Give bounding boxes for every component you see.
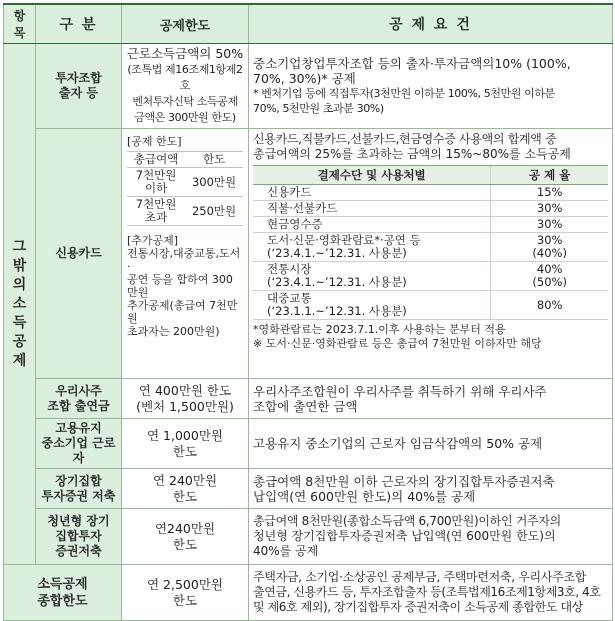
rate-line: 40%: [536, 262, 563, 276]
rate-row: [253, 185, 608, 201]
limit-esop: [122, 379, 249, 419]
additional-line: 공연 등을 합하여 300만원: [127, 273, 233, 299]
group-char: 밖: [12, 257, 27, 274]
category-line: 고용유지: [55, 421, 102, 435]
rate-method: [253, 291, 491, 320]
additional-title: [추가공제]: [127, 234, 179, 247]
category-line: 중소기업 근로자: [41, 436, 116, 465]
limit-venture: [122, 44, 249, 129]
cond-venture: [249, 44, 613, 129]
row-credit-card: [4, 129, 613, 379]
note-line: *영화관람료는 2023.7.1.이후 사용하는 분부터 적용: [253, 323, 506, 336]
cond-line: 고용유지 중소기업의 근로자 임금삭감액의 50% 공제: [253, 436, 543, 451]
limit-table-row: [127, 168, 243, 197]
category-youth: [36, 509, 122, 565]
deduction-table: [3, 3, 613, 621]
additional-line: 추가공제(총급여 7천만원: [127, 299, 238, 325]
cond-line: 신용카드,직불카드,선불카드,현금영수증 사용액의 합계액 중: [253, 132, 557, 146]
method-line: 도서·신문·영화관람료*·공연 등: [267, 233, 421, 247]
limit-line: 연 2,500만원: [147, 576, 223, 592]
cond-line: 70%, 30%)* 공제: [253, 71, 356, 86]
limit-salary: [127, 197, 185, 226]
method-line: (‘23.1.1.~’12.31. 사용분): [267, 304, 407, 318]
limit-longterm: [122, 469, 249, 509]
limit-line: 한도: [172, 536, 198, 552]
row-longterm-savings: [4, 469, 613, 509]
rate-method: 신용카드: [253, 185, 491, 201]
rate-row: [253, 201, 608, 217]
limit-line: 한도: [172, 488, 198, 504]
row-sme-employee: [4, 419, 613, 469]
method-line: 대중교통: [267, 291, 312, 305]
category-line: 투자조합: [55, 71, 102, 85]
rate-method: [253, 262, 491, 291]
limit-line: 연 400만원 한도: [138, 382, 232, 398]
cond-line: 및 제6호 제외), 장기집합투자 증권저축이 소득공제 종합한도 대상: [253, 600, 583, 614]
row-venture-investment: [4, 44, 613, 129]
category-line: 조합 출연금: [47, 398, 110, 413]
category-line: 우리사주: [55, 383, 102, 398]
header-row: [4, 4, 613, 44]
cond-sme: [249, 419, 613, 469]
category-venture: [36, 44, 122, 129]
category-line: 투자증권 저축: [41, 488, 116, 503]
limit-line: 한도: [172, 443, 198, 459]
limit-amount: 300만원: [185, 168, 243, 197]
rate-row: [253, 262, 608, 291]
rate-row: [253, 233, 608, 262]
cond-line: 70%, 5천만원 초과분 30%): [253, 102, 384, 115]
notes: [253, 323, 608, 351]
rate-method: 현금영수증: [253, 217, 491, 233]
row-esop: [4, 379, 613, 419]
category-line: 소득공제: [37, 576, 88, 592]
header-item: 항목: [4, 4, 36, 44]
cond-line: * 벤처기업 등에 직접투자(3천만원 이하분 100%, 5천만원 이하분: [253, 87, 555, 100]
limit-table-header-salary: 총급여액: [127, 152, 185, 168]
cond-credit-card: [249, 129, 613, 379]
additional-line: 초과자는 200만원): [127, 325, 220, 338]
group-label-other-deductions: [4, 44, 36, 565]
rate-table-header: [253, 166, 608, 185]
rate-header-method: 결제수단 및 사용처별: [253, 166, 491, 185]
cond-line: 청년형 장기집합투자증권저축 납입액(연 600만원 한도)의: [253, 529, 556, 543]
rate-row: [253, 291, 608, 320]
limit-title: [공제 한도]: [127, 135, 182, 148]
category-sme: [36, 419, 122, 469]
rate-value: [491, 262, 608, 291]
rate-value: 30%: [491, 217, 608, 233]
limit-line: 연 1,000만원: [147, 427, 223, 443]
group-char: 공: [12, 333, 27, 350]
rate-value: 30%: [491, 201, 608, 217]
category-line: 출자 등: [59, 86, 98, 100]
note-line: ※ 도서·신문·영화관람료 등은 총급여 7천만원 이하자만 해당: [253, 337, 542, 350]
limit-table-header-limit: 한도: [185, 152, 243, 168]
rate-value: [491, 233, 608, 262]
header-limit: 공제한도: [122, 4, 249, 44]
cond-line: 총급여액 8천만원 이하 근로자의 장기집합투자증권저축: [253, 473, 555, 489]
method-line: 전통시장: [267, 262, 312, 276]
limit-by-salary-table: [127, 151, 243, 226]
salary-line: 초과: [144, 210, 168, 224]
limit-line: (벤처 1,500만원): [136, 398, 234, 414]
salary-line: 7천만원: [135, 168, 177, 182]
category-esop: [36, 379, 122, 419]
group-char: 소: [12, 295, 27, 312]
category-line: 장기집합: [55, 473, 102, 488]
limit-table-row: [127, 197, 243, 226]
salary-line: 이하: [144, 181, 168, 195]
limit-line: 연 240만원: [152, 472, 218, 488]
rate-row: [253, 217, 608, 233]
category-line: 종합한도: [37, 593, 88, 609]
header-conditions: 공 제 요 건: [249, 4, 613, 44]
rate-line: 30%: [536, 233, 563, 247]
cond-line: 총급여액 8천만원(종합소득금액 6,700만원)이하인 거주자의: [253, 514, 561, 528]
rate-line: (50%): [532, 275, 567, 289]
group-char: 그: [12, 238, 27, 255]
cond-line: 출연금, 신용카드 등, 투자조합출자 등(조특법제16조제1항제3호, 4호: [253, 585, 601, 599]
group-char: 제: [12, 352, 27, 369]
rate-value: 80%: [491, 291, 608, 320]
rate-value: 15%: [491, 185, 608, 201]
rate-method: [253, 233, 491, 262]
salary-line: 7천만원: [135, 197, 177, 211]
cond-longterm: [249, 469, 613, 509]
deduction-rate-table: [253, 165, 608, 320]
limit-line: 금액은 300만원 한도): [134, 111, 236, 124]
cond-line: 중소기업창업투자조합 등의 출자·투자금액의10% (100%,: [253, 56, 571, 71]
category-longterm: [36, 469, 122, 509]
method-line: (‘23.4.1.~’12.31. 사용분): [267, 275, 407, 289]
limit-salary: [127, 168, 185, 197]
limit-credit-card: [122, 129, 249, 379]
limit-youth: [122, 509, 249, 565]
limit-table-header: [127, 152, 243, 168]
rate-line: (40%): [532, 246, 567, 260]
limit-line: 한도: [172, 592, 198, 608]
limit-line: (조특법 제16조제1항제2호: [127, 63, 243, 92]
limit-line: 연240만원: [154, 520, 216, 536]
category-line: 청년형 장기: [47, 514, 110, 528]
rate-header-rate: 공 제 율: [491, 166, 608, 185]
additional-text: [127, 247, 243, 338]
additional-line: 전통시장,대중교통,도서·: [127, 247, 241, 273]
cond-youth: [249, 509, 613, 565]
limit-sme: [122, 419, 249, 469]
category-line: 집합투자: [55, 529, 102, 543]
category-line: 증권저축: [55, 544, 102, 558]
limit-amount: 250만원: [185, 197, 243, 226]
cond-line: 우리사주조합원이 우리사주를 취득하기 위해 우리사주: [253, 383, 547, 399]
row-youth-savings: [4, 509, 613, 565]
cond-line: 총급여액의 25%를 초과하는 금액의 15%~80%를 소득공제: [253, 147, 571, 161]
group-char: 득: [12, 314, 27, 331]
rate-method: 직불·선불카드: [253, 201, 491, 217]
method-line: (‘23.4.1.~’12.31. 사용분): [267, 246, 407, 260]
cond-line: 주택자금, 소기업·소상공인 공제부금, 주택마련저축, 우리사주조합: [253, 570, 587, 584]
cond-esop: [249, 379, 613, 419]
limit-line: 근로소득금액의 50%: [126, 46, 244, 61]
cond-line: 납입액(연 600만원 한도)의 40%를 공제: [253, 488, 476, 504]
category-credit-card: 신용카드: [36, 129, 122, 379]
header-category: 구 분: [36, 4, 122, 44]
group-char: 의: [12, 276, 27, 293]
cond-line: 40%를 공제: [253, 544, 319, 558]
limit-line: 벤처투자신탁 소득공제: [132, 95, 238, 108]
cond-line: 조합에 출연한 금액: [253, 398, 358, 414]
